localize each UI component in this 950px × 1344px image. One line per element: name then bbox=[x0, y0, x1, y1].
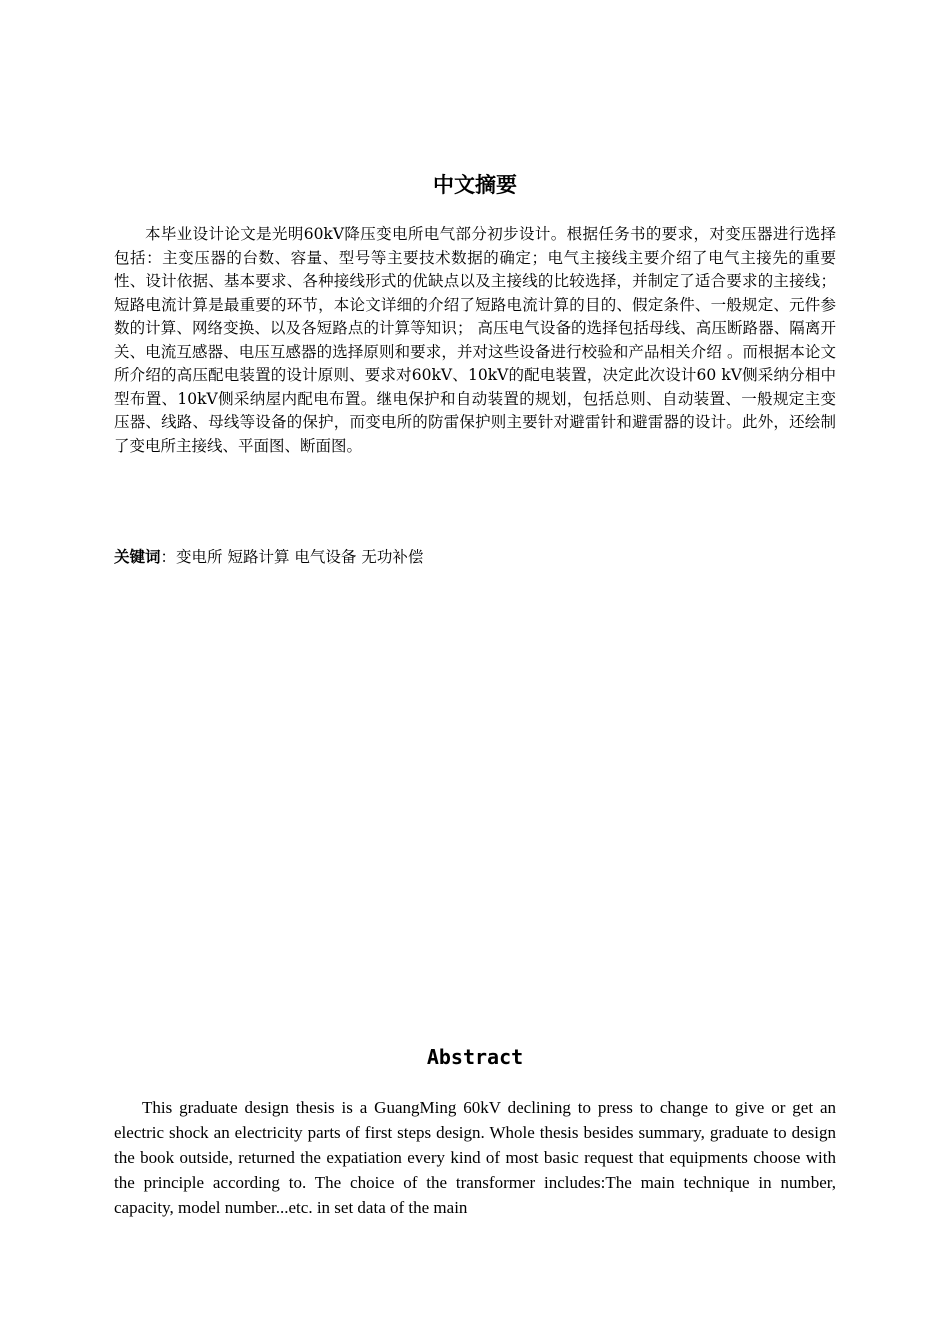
chinese-abstract-body: 本毕业设计论文是光明60kV降压变电所电气部分初步设计。根据任务书的要求，对变压器进行选择包括：主变压器的台数、容量、型号等主要技术数据的确定；电气主接线主要介绍了电气主接先的重要性、设计依据、基本要求、各种接线形式的优缺点以及主接线的比较选择，并制定了适合要求的主接线； 短路电流计算是最重要的环节，本论文详细的介绍了短路电流计算的目的、假定条件、一般规定、元件参数的计算、网络变换、以及各短路点的计算等知识； 高压电气设备的选择包括母线、高压断路器、隔离开关、电流互感器、电压互感器的选择原则和要求，并对这些设备进行校验和产品相关介绍 。而根据本论文所介绍的高压配电装置的设计原则、要求对60kV、10kV的配电装置，决定此次设计60 kV侧采纳分相中型布置、10kV侧采纳屋内配电布置。继电保护和自动装置的规划，包括总则、自动装置、一般规定主变压器、线路、母线等设备的保护，而变电所的防雷保护则主要针对避雷针和避雷器的设计。此外，还绘制了变电所主接线、平面图、断面图。 bbox=[114, 225, 836, 455]
english-abstract-body: This graduate design thesis is a GuangMing 60kV declining to press to change to give or get an electric shock an electricity parts of first steps design. Whole thesis besides summary, graduate to design the book outside, returned the expatiation every kind of most basic request that equipments choose with the principle according to. The choice of the transformer includes:The main technique in number, capacity, model number...etc. in set data of the main bbox=[114, 1098, 836, 1217]
keywords-list: 变电所 短路计算 电气设备 无功补偿 bbox=[176, 548, 424, 566]
keywords-label: 关键词 bbox=[114, 548, 161, 566]
keywords-line bbox=[114, 545, 836, 569]
chinese-abstract-title: 中文摘要 bbox=[433, 173, 517, 197]
english-abstract-title: Abstract bbox=[426, 1045, 524, 1069]
keywords-separator: ： bbox=[160, 548, 177, 566]
